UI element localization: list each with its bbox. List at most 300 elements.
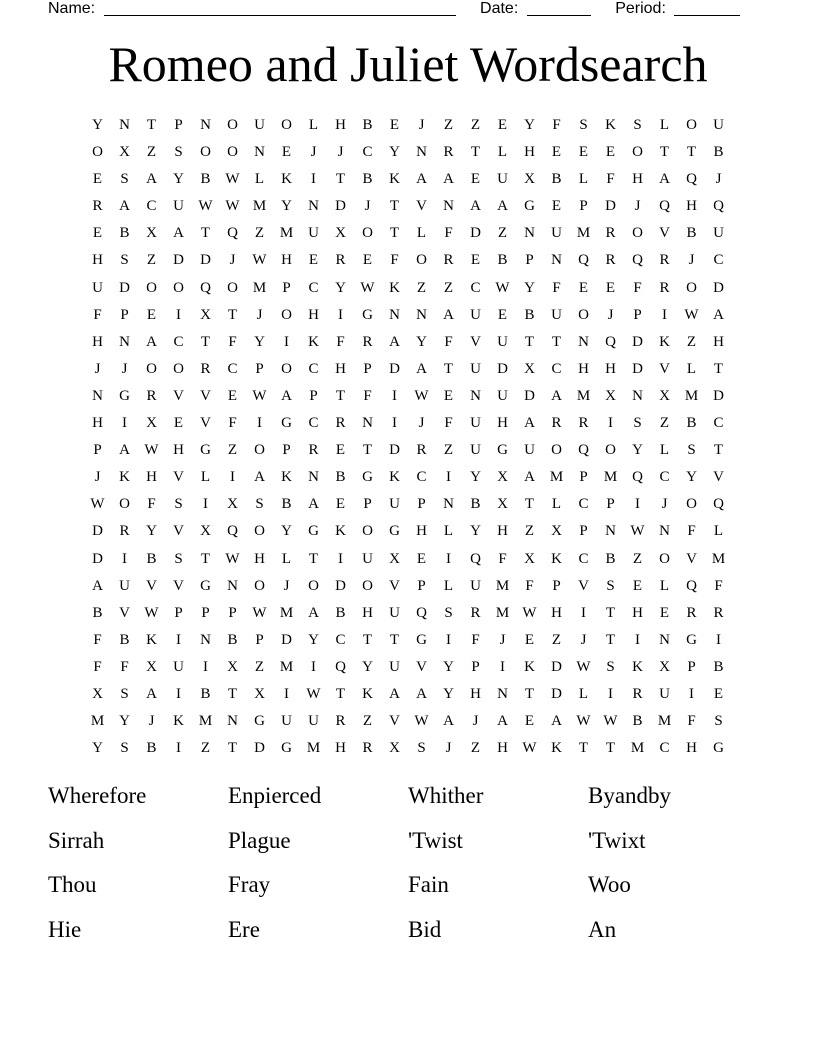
grid-letter: H (146, 469, 157, 486)
grid-letter: U (551, 225, 562, 242)
grid-letter: K (119, 469, 130, 486)
grid-letter: U (362, 550, 373, 567)
grid-letter: T (308, 550, 319, 567)
grid-letter: O (200, 144, 211, 161)
grid-letter: Q (335, 658, 346, 675)
grid-letter: X (497, 469, 508, 486)
grid-letter: P (417, 577, 426, 594)
grid-letter: L (416, 225, 427, 242)
period-blank (674, 0, 740, 16)
grid-letter: P (606, 496, 615, 513)
grid-letter: O (281, 306, 292, 323)
grid-letter: H (254, 550, 265, 567)
name-blank (104, 0, 456, 16)
grid-letter: G (281, 740, 292, 757)
grid-letter: T (551, 333, 562, 350)
grid-letter: J (121, 360, 128, 377)
grid-letter: U (470, 442, 481, 459)
word-bank-item: An (588, 916, 617, 942)
grid-letter: A (389, 333, 400, 350)
grid-letter: I (662, 306, 667, 323)
grid-letter: A (497, 713, 508, 730)
grid-letter: B (686, 415, 697, 432)
grid-row (84, 548, 732, 575)
grid-letter: W (684, 306, 699, 323)
grid-letter: C (335, 631, 346, 648)
grid-letter: X (254, 685, 265, 702)
grid-letter: P (579, 523, 588, 540)
grid-letter: Y (92, 117, 103, 133)
grid-letter: Y (362, 658, 373, 675)
grid-row (84, 304, 732, 331)
grid-letter: M (306, 740, 321, 757)
grid-letter: R (470, 604, 481, 621)
grid-letter: F (606, 171, 615, 188)
grid-letter: N (227, 577, 238, 594)
grid-letter: T (443, 360, 454, 377)
grid-letter: C (308, 360, 319, 377)
grid-letter: O (686, 496, 697, 513)
grid-letter: Y (281, 198, 292, 215)
grid-letter: T (362, 442, 373, 459)
grid-letter: K (605, 117, 616, 133)
grid-letter: H (632, 171, 643, 188)
grid-letter: N (605, 523, 616, 540)
grid-letter: Y (686, 469, 697, 486)
grid-letter: B (551, 171, 562, 188)
grid-letter: A (416, 685, 427, 702)
grid-letter: A (119, 442, 130, 459)
grid-letter: E (632, 577, 643, 594)
grid-letter: X (146, 415, 157, 432)
grid-letter: V (200, 415, 211, 432)
grid-letter: I (257, 415, 262, 432)
grid-letter: O (659, 550, 670, 567)
grid-row (84, 493, 732, 520)
grid-letter: J (337, 144, 344, 161)
grid-letter: X (551, 523, 562, 540)
grid-letter: T (686, 144, 697, 161)
grid-letter: W (252, 387, 267, 404)
grid-letter: Z (497, 225, 508, 242)
grid-letter: T (713, 360, 724, 377)
grid-letter: V (416, 198, 427, 215)
grid-letter: I (311, 658, 316, 675)
grid-letter: F (714, 577, 723, 594)
grid-letter: J (715, 171, 722, 188)
letter-grid (84, 114, 732, 764)
grid-row (84, 195, 732, 222)
grid-letter: K (551, 550, 562, 567)
grid-letter: G (362, 469, 373, 486)
grid-row (84, 141, 732, 168)
grid-letter: X (92, 685, 103, 702)
grid-letter: F (444, 415, 453, 432)
grid-letter: U (497, 387, 508, 404)
grid-letter: T (605, 631, 616, 648)
grid-letter: Q (227, 225, 238, 242)
grid-letter: I (338, 550, 343, 567)
grid-letter: C (659, 469, 670, 486)
grid-letter: Y (146, 523, 157, 540)
grid-letter: X (389, 740, 400, 757)
grid-letter: U (551, 306, 562, 323)
grid-letter: Q (578, 442, 589, 459)
grid-letter: M (684, 387, 699, 404)
grid-letter: R (362, 740, 373, 757)
grid-letter: U (119, 577, 130, 594)
grid-letter: E (551, 198, 562, 215)
grid-letter: I (284, 333, 289, 350)
grid-letter: R (416, 442, 427, 459)
grid-letter: L (281, 550, 292, 567)
grid-letter: T (524, 685, 535, 702)
grid-letter: N (416, 144, 427, 161)
grid-letter: R (308, 442, 319, 459)
grid-letter: W (522, 740, 537, 757)
grid-letter: I (716, 631, 721, 648)
word-bank-item: Plague (228, 827, 291, 853)
grid-letter: L (578, 171, 589, 188)
grid-letter: O (416, 252, 427, 269)
grid-letter: O (281, 360, 292, 377)
grid-letter: S (174, 550, 183, 567)
grid-letter: M (90, 713, 105, 730)
grid-letter: Q (686, 577, 697, 594)
grid-letter: Q (713, 198, 724, 215)
grid-letter: O (632, 225, 643, 242)
grid-letter: W (306, 685, 321, 702)
grid-letter: T (389, 631, 400, 648)
grid-letter: L (659, 442, 670, 459)
grid-letter: H (578, 360, 589, 377)
grid-letter: A (308, 604, 319, 621)
grid-letter: P (417, 496, 426, 513)
grid-letter: R (146, 387, 157, 404)
grid-letter: M (495, 604, 510, 621)
grid-letter: Q (416, 604, 427, 621)
grid-letter: N (92, 387, 103, 404)
grid-letter: E (335, 442, 346, 459)
grid-letter: G (713, 740, 724, 757)
grid-letter: G (308, 523, 319, 540)
grid-letter: I (392, 387, 397, 404)
grid-letter: A (308, 496, 319, 513)
grid-letter: B (119, 631, 130, 648)
grid-letter: J (634, 198, 641, 215)
grid-letter: S (120, 740, 129, 757)
grid-letter: Y (443, 658, 454, 675)
grid-letter: I (689, 685, 694, 702)
grid-letter: O (632, 144, 643, 161)
grid-letter: Y (389, 144, 400, 161)
grid-letter: Z (443, 279, 454, 296)
grid-letter: O (362, 523, 373, 540)
grid-letter: Y (254, 333, 265, 350)
grid-letter: T (578, 740, 589, 757)
grid-letter: U (173, 658, 184, 675)
grid-letter: M (495, 577, 510, 594)
grid-letter: P (363, 360, 372, 377)
grid-letter: E (92, 225, 103, 242)
grid-letter: H (551, 604, 562, 621)
grid-letter: U (389, 496, 400, 513)
word-bank-item: Wherefore (48, 783, 147, 808)
grid-letter: A (416, 171, 427, 188)
grid-letter: I (122, 415, 127, 432)
grid-letter: W (90, 496, 105, 513)
grid-letter: B (470, 496, 481, 513)
grid-letter: W (414, 387, 429, 404)
grid-letter: S (633, 415, 642, 432)
grid-letter: D (281, 631, 292, 648)
grid-letter: F (93, 658, 102, 675)
grid-letter: F (363, 387, 372, 404)
grid-letter: E (524, 631, 535, 648)
grid-letter: I (635, 631, 640, 648)
grid-letter: G (200, 442, 211, 459)
grid-letter: Z (470, 740, 481, 757)
grid-letter: F (120, 658, 129, 675)
grid-letter: O (227, 279, 238, 296)
grid-letter: V (173, 577, 184, 594)
grid-letter: R (335, 415, 346, 432)
grid-letter: Y (119, 713, 130, 730)
grid-letter: H (92, 333, 103, 350)
grid-letter: D (551, 685, 562, 702)
word-bank-item: Ere (228, 916, 260, 942)
grid-letter: R (200, 360, 211, 377)
grid-letter: R (335, 713, 346, 730)
date-blank (527, 0, 591, 16)
grid-letter: E (416, 550, 427, 567)
grid-letter: E (713, 685, 724, 702)
grid-letter: R (92, 198, 103, 215)
grid-letter: P (471, 658, 480, 675)
grid-letter: T (146, 117, 157, 133)
grid-letter: Z (632, 550, 643, 567)
grid-letter: R (443, 252, 454, 269)
grid-letter: O (254, 577, 265, 594)
grid-letter: K (389, 469, 400, 486)
grid-letter: H (92, 415, 103, 432)
grid-letter: T (524, 333, 535, 350)
grid-letter: H (686, 740, 697, 757)
grid-letter: C (578, 496, 589, 513)
grid-letter: J (418, 415, 425, 432)
grid-letter: L (200, 469, 211, 486)
grid-letter: O (254, 523, 265, 540)
grid-letter: I (581, 604, 586, 621)
grid-letter: H (605, 360, 616, 377)
grid-letter: T (389, 225, 400, 242)
grid-letter: O (227, 117, 238, 133)
grid-letter: F (93, 631, 102, 648)
word-bank-item: Hie (48, 916, 82, 942)
grid-letter: T (227, 740, 238, 757)
grid-letter: A (659, 171, 670, 188)
grid-letter: T (713, 442, 724, 459)
grid-letter: H (173, 442, 184, 459)
grid-letter: P (255, 631, 264, 648)
grid-letter: X (200, 306, 211, 323)
grid-letter: V (713, 469, 724, 486)
grid-letter: Q (632, 252, 643, 269)
grid-letter: Q (686, 171, 697, 188)
grid-letter: W (576, 658, 591, 675)
grid-letter: Y (524, 279, 535, 296)
word-bank (48, 780, 768, 958)
grid-letter: C (227, 360, 238, 377)
grid-letter: D (470, 225, 481, 242)
grid-letter: O (227, 144, 238, 161)
grid-letter: F (552, 279, 561, 296)
grid-letter: Y (524, 117, 535, 133)
grid-letter: K (389, 279, 400, 296)
grid-letter: A (92, 577, 103, 594)
grid-letter: O (362, 577, 373, 594)
grid-letter: C (551, 360, 562, 377)
grid-letter: S (714, 713, 723, 730)
grid-letter: W (576, 713, 591, 730)
grid-letter: E (335, 496, 346, 513)
grid-letter: M (279, 658, 294, 675)
grid-row (84, 575, 732, 602)
grid-letter: D (335, 577, 346, 594)
grid-letter: T (200, 225, 211, 242)
grid-letter: A (173, 225, 184, 242)
grid-letter: D (389, 442, 400, 459)
grid-row (84, 168, 732, 195)
grid-letter: M (198, 713, 213, 730)
grid-letter: X (335, 225, 346, 242)
grid-letter: F (633, 279, 642, 296)
grid-letter: A (443, 306, 454, 323)
grid-letter: Y (335, 279, 346, 296)
grid-letter: T (362, 631, 373, 648)
grid-letter: M (252, 279, 267, 296)
grid-letter: G (686, 631, 697, 648)
grid-letter: E (281, 144, 292, 161)
grid-letter: C (470, 279, 481, 296)
grid-letter: I (230, 469, 235, 486)
grid-letter: T (227, 306, 238, 323)
grid-letter: M (657, 713, 672, 730)
grid-letter: P (174, 604, 183, 621)
grid-letter: N (578, 333, 589, 350)
grid-letter: H (524, 144, 535, 161)
grid-letter: N (200, 117, 211, 133)
grid-letter: U (659, 685, 670, 702)
grid-letter: I (176, 306, 181, 323)
grid-letter: N (524, 225, 535, 242)
grid-letter: S (579, 117, 588, 133)
grid-letter: M (549, 469, 564, 486)
grid-letter: R (578, 415, 589, 432)
grid-letter: L (686, 360, 697, 377)
grid-row (84, 683, 732, 710)
grid-letter: R (443, 144, 454, 161)
grid-letter: F (444, 333, 453, 350)
grid-letter: L (308, 117, 319, 133)
grid-letter: S (444, 604, 453, 621)
grid-letter: C (308, 415, 319, 432)
grid-letter: I (176, 631, 181, 648)
grid-letter: D (497, 360, 508, 377)
grid-letter: T (605, 740, 616, 757)
grid-letter: O (119, 496, 130, 513)
grid-letter: X (200, 523, 211, 540)
grid-letter: W (198, 198, 213, 215)
grid-letter: D (632, 333, 643, 350)
grid-letter: A (497, 198, 508, 215)
grid-letter: W (522, 604, 537, 621)
grid-letter: N (443, 496, 454, 513)
grid-letter: I (284, 685, 289, 702)
grid-letter: G (200, 577, 211, 594)
grid-letter: P (579, 469, 588, 486)
grid-letter: N (659, 523, 670, 540)
grid-letter: B (281, 496, 292, 513)
grid-letter: K (173, 713, 184, 730)
grid-letter: L (497, 144, 508, 161)
grid-letter: E (470, 171, 481, 188)
grid-letter: U (92, 279, 103, 296)
grid-letter: Y (173, 171, 184, 188)
grid-letter: O (173, 360, 184, 377)
grid-letter: M (630, 740, 645, 757)
grid-letter: R (551, 415, 562, 432)
grid-letter: S (633, 117, 642, 133)
grid-letter: M (279, 225, 294, 242)
grid-letter: L (551, 496, 562, 513)
grid-letter: F (390, 252, 399, 269)
word-bank-item: Bid (408, 916, 442, 942)
grid-letter: Z (443, 442, 454, 459)
grid-letter: D (92, 550, 103, 567)
grid-letter: P (633, 306, 642, 323)
grid-row (84, 466, 732, 493)
grid-letter: T (524, 496, 535, 513)
grid-letter: U (713, 117, 724, 133)
grid-letter: E (470, 252, 481, 269)
grid-letter: I (176, 740, 181, 757)
grid-letter: X (389, 550, 400, 567)
grid-letter: H (335, 740, 346, 757)
grid-letter: N (416, 306, 427, 323)
grid-letter: U (389, 604, 400, 621)
grid-letter: L (443, 577, 454, 594)
grid-letter: H (335, 117, 346, 133)
grid-letter: J (472, 713, 479, 730)
grid-letter: N (308, 198, 319, 215)
grid-letter: P (174, 117, 183, 133)
grid-letter: T (335, 171, 346, 188)
grid-letter: X (146, 658, 157, 675)
word-bank-item: 'Twist (408, 827, 463, 853)
word-bank-item: Byandby (588, 783, 672, 808)
grid-letter: M (252, 198, 267, 215)
grid-letter: Z (524, 523, 535, 540)
grid-letter: O (146, 279, 157, 296)
grid-letter: B (524, 306, 535, 323)
name-label: Name: (48, 0, 96, 17)
grid-letter: A (146, 171, 157, 188)
grid-letter: U (713, 225, 724, 242)
grid-letter: U (308, 225, 319, 242)
grid-letter: I (392, 415, 397, 432)
grid-letter: G (254, 713, 265, 730)
